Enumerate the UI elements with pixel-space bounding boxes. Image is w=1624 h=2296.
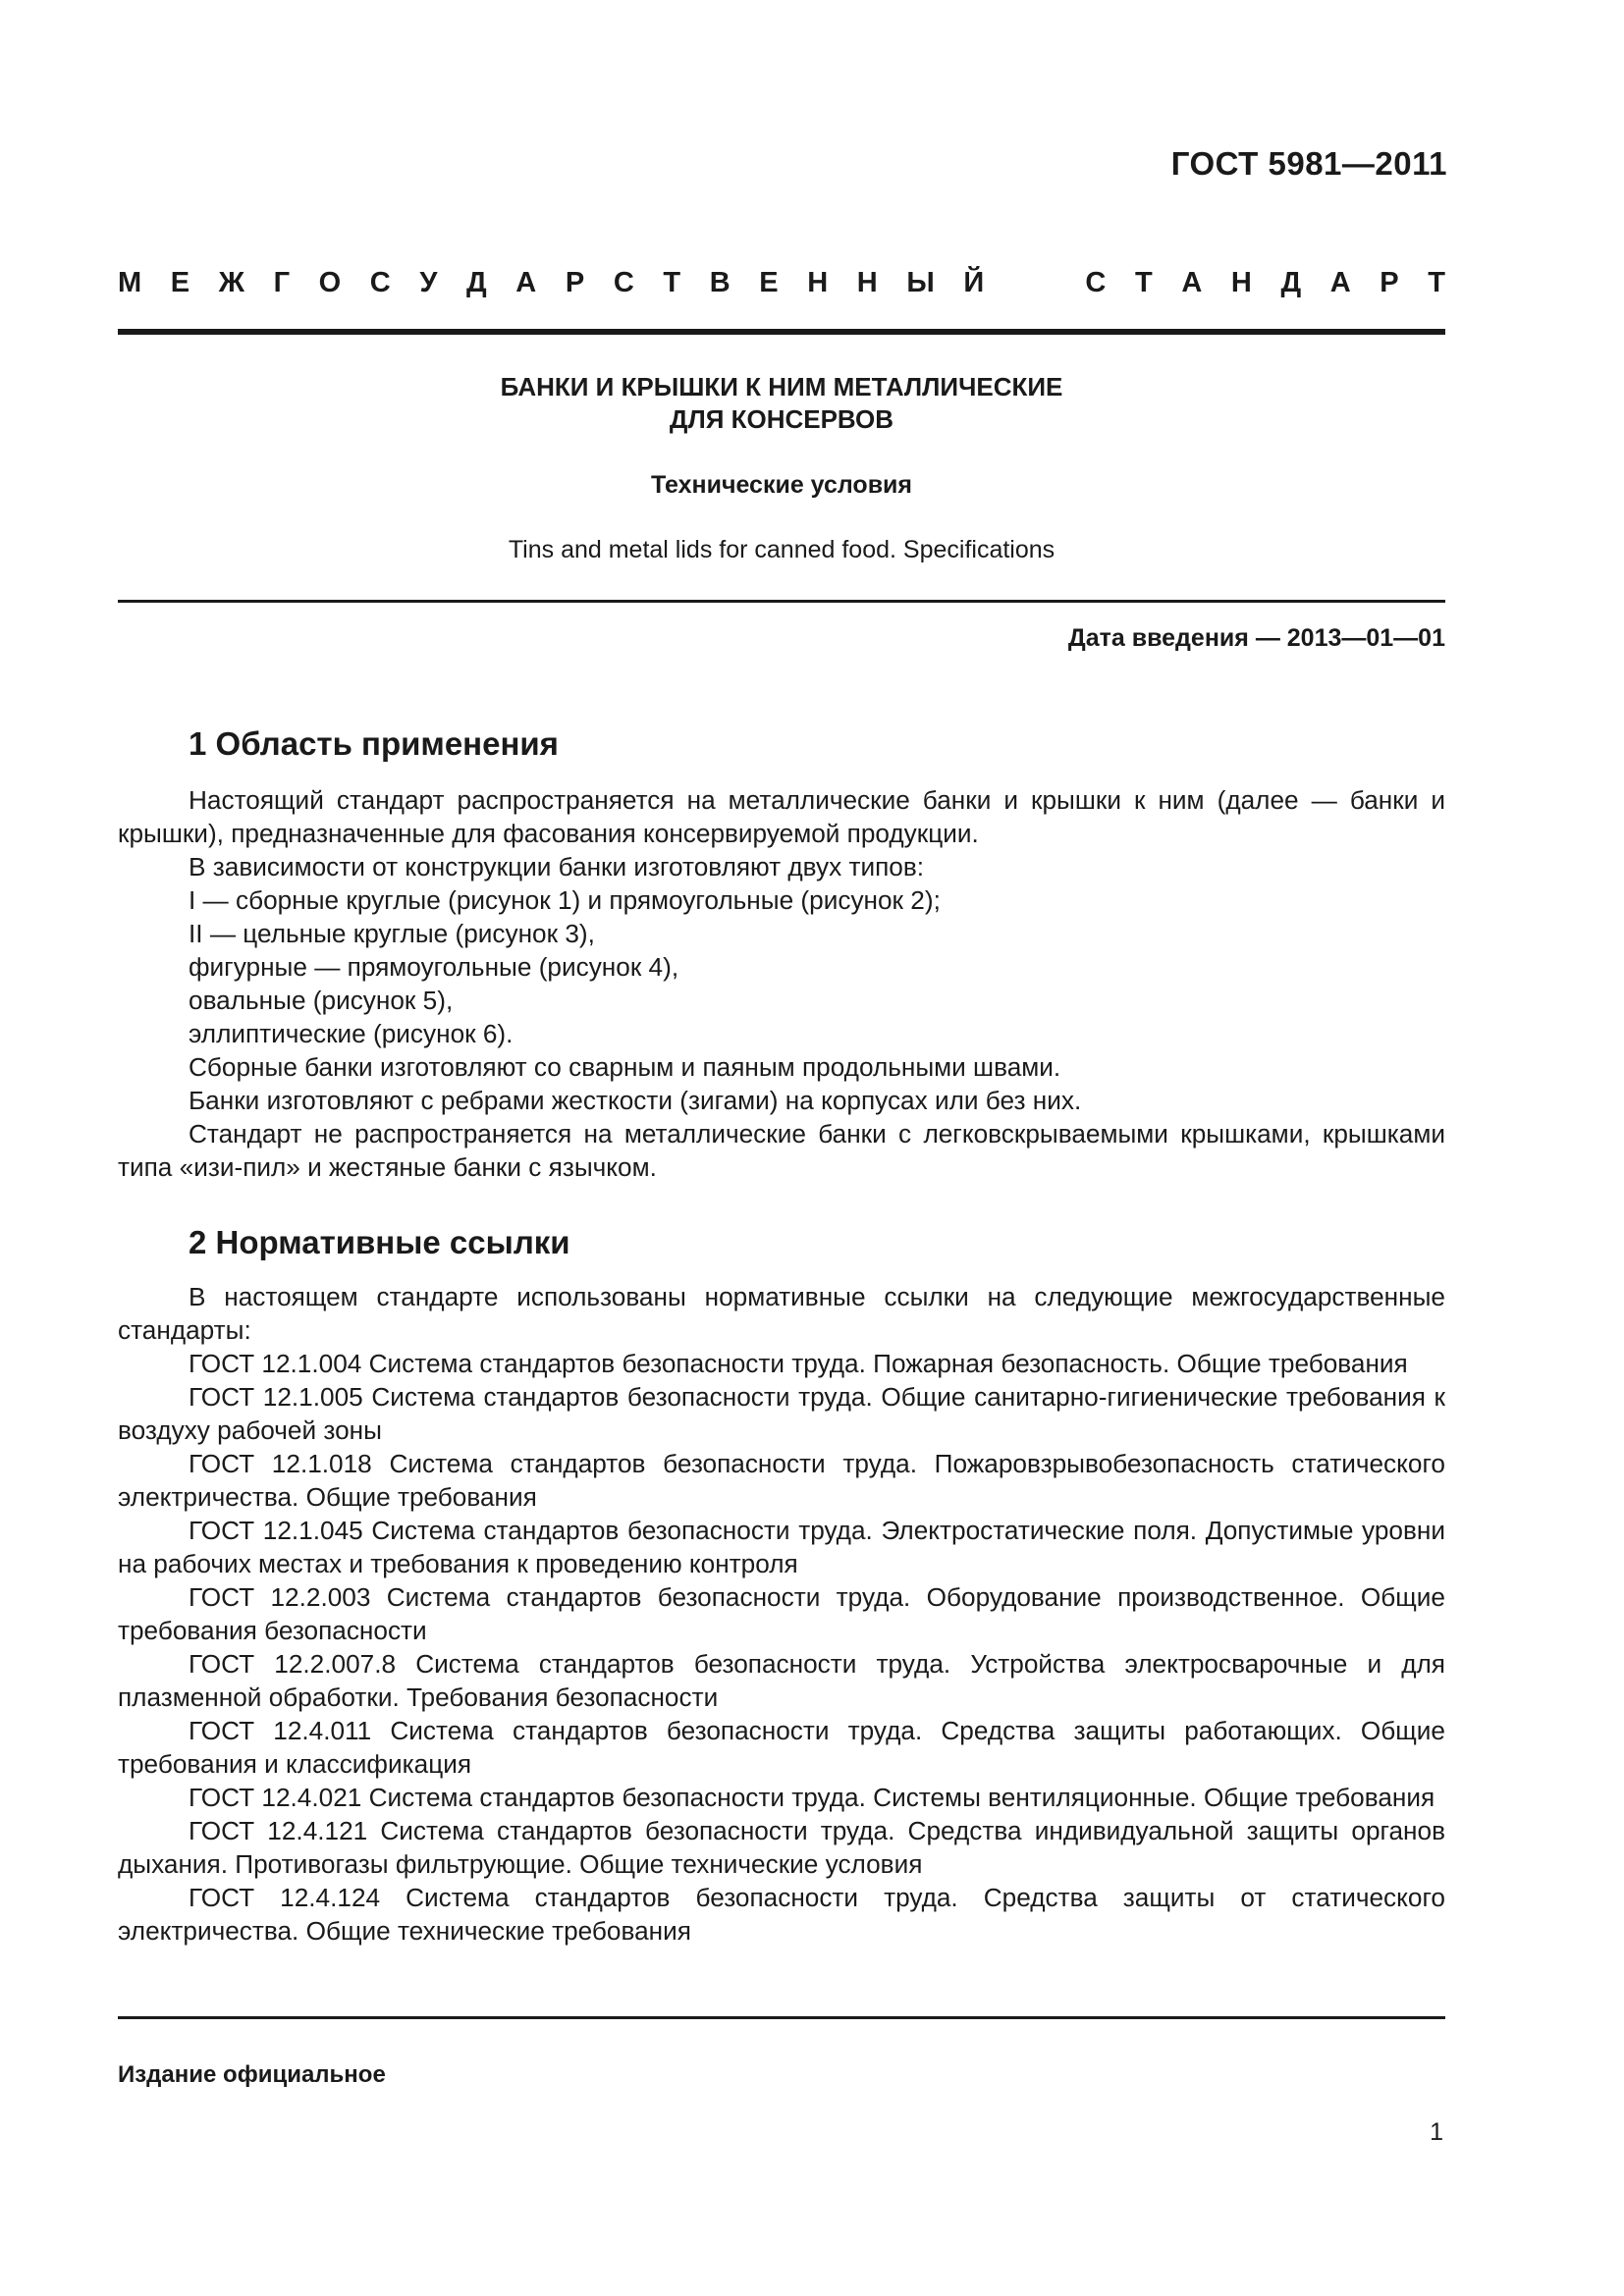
- reference-item: ГОСТ 12.1.005 Система стандартов безопасности труда. Общие санитарно-гигиенические требования к воздуху рабочей зоны: [118, 1382, 1445, 1445]
- paragraph: II — цельные круглые (рисунок 3),: [189, 919, 595, 948]
- title-rule: [118, 600, 1445, 603]
- banner-letter: Е: [170, 267, 190, 298]
- banner-letter: Т: [663, 267, 681, 298]
- page-number: 1: [1430, 2118, 1443, 2146]
- reference-item: ГОСТ 12.2.007.8 Система стандартов безопасности труда. Устройства электросварочные и для плазменной обработки. Требования безопасности: [118, 1649, 1445, 1712]
- banner-letter: Г: [273, 267, 291, 298]
- banner-letter: У: [419, 267, 438, 298]
- banner-letter: А: [1181, 267, 1203, 298]
- footer-rule: [118, 2016, 1445, 2019]
- banner-letter: Р: [565, 267, 585, 298]
- banner-letter: Ж: [218, 267, 244, 298]
- reference-item: ГОСТ 12.4.021 Система стандартов безопасности труда. Системы вентиляционные. Общие требования: [189, 1783, 1435, 1812]
- paragraph: овальные (рисунок 5),: [189, 986, 454, 1015]
- section-normative-references: [118, 1223, 1445, 1948]
- section-heading: 2 Нормативные ссылки: [189, 1224, 570, 1260]
- reference-item: ГОСТ 12.4.124 Система стандартов безопасности труда. Средства защиты от статического электричества. Общие технические требования: [118, 1883, 1445, 1946]
- banner-letter: Д: [466, 267, 487, 298]
- banner-letter: Д: [1280, 267, 1302, 298]
- title-line-2: ДЛЯ КОНСЕРВОВ: [669, 404, 894, 434]
- official-edition-label: Издание официальное: [118, 2061, 386, 2088]
- paragraph: В зависимости от конструкции банки изготовляют двух типов:: [189, 852, 925, 881]
- banner-letter: А: [515, 267, 537, 298]
- banner-letter: Ы: [906, 267, 935, 298]
- paragraph: I — сборные круглые (рисунок 1) и прямоугольные (рисунок 2);: [189, 885, 941, 915]
- banner-letter: Р: [1380, 267, 1399, 298]
- banner-letter: В: [709, 267, 731, 298]
- banner-letter: Е: [759, 267, 779, 298]
- section-scope: [118, 724, 1445, 1184]
- paragraph: Банки изготовляют с ребрами жесткости (зигами) на корпусах или без них.: [189, 1086, 1082, 1115]
- interstate-standard-banner: [118, 267, 1445, 299]
- banner-letter: М: [118, 267, 142, 298]
- banner-letter: Н: [856, 267, 878, 298]
- banner-letter: Й: [963, 267, 985, 298]
- section-heading: 1 Область применения: [189, 725, 559, 762]
- reference-item: ГОСТ 12.4.121 Система стандартов безопасности труда. Средства индивидуальной защиты органов дыхания. Противогазы фильтрующие. Общие технические условия: [118, 1816, 1445, 1879]
- paragraph: Настоящий стандарт распространяется на металлические банки и крышки к ним (далее — банки и крышки), предназначенные для фасования консервируемой продукции.: [118, 785, 1445, 848]
- reference-item: ГОСТ 12.1.045 Система стандартов безопасности труда. Электростатические поля. Допустимые уровни на рабочих местах и требования к проведению контроля: [118, 1516, 1445, 1578]
- paragraph: эллиптические (рисунок 6).: [189, 1019, 514, 1048]
- banner-letter: Т: [1428, 267, 1445, 298]
- paragraph: Стандарт не распространяется на металлические банки с легковскрываемыми крышками, крышками типа «изи-пил» и жестяные банки с язычком.: [118, 1119, 1445, 1182]
- reference-item: ГОСТ 12.1.004 Система стандартов безопасности труда. Пожарная безопасность. Общие требования: [189, 1349, 1408, 1378]
- banner-letter: Н: [807, 267, 829, 298]
- banner-letter: Н: [1230, 267, 1252, 298]
- banner-letter: С: [369, 267, 391, 298]
- banner-letter: С: [1085, 267, 1107, 298]
- banner-letter: О: [318, 267, 342, 298]
- document-subtitle: Технические условия: [650, 471, 913, 499]
- banner-letter: Т: [1134, 267, 1153, 298]
- english-title: Tins and metal lids for canned food. Specifications: [508, 536, 1056, 563]
- standard-number: ГОСТ 5981—2011: [1170, 145, 1447, 182]
- document-title: [118, 371, 1445, 436]
- introduction-date: Дата введения — 2013—01—01: [1067, 624, 1445, 652]
- reference-item: ГОСТ 12.1.018 Система стандартов безопасности труда. Пожаровзрывобезопасность статического электричества. Общие требования: [118, 1449, 1445, 1512]
- banner-letter: С: [613, 267, 634, 298]
- banner-word-gap: [1013, 267, 1056, 299]
- header-rule: [118, 329, 1445, 335]
- reference-item: ГОСТ 12.4.011 Система стандартов безопасности труда. Средства защиты работающих. Общие требования и классификация: [118, 1716, 1445, 1779]
- banner-letter: А: [1329, 267, 1351, 298]
- paragraph: Сборные банки изготовляют со сварным и паяным продольными швами.: [189, 1052, 1061, 1082]
- paragraph: фигурные — прямоугольные (рисунок 4),: [189, 952, 679, 982]
- title-line-1: БАНКИ И КРЫШКИ К НИМ МЕТАЛЛИЧЕСКИЕ: [500, 372, 1063, 401]
- reference-item: ГОСТ 12.2.003 Система стандартов безопасности труда. Оборудование производственное. Общие требования безопасности: [118, 1582, 1445, 1645]
- paragraph: В настоящем стандарте использованы нормативные ссылки на следующие межгосударственные стандарты:: [118, 1282, 1445, 1345]
